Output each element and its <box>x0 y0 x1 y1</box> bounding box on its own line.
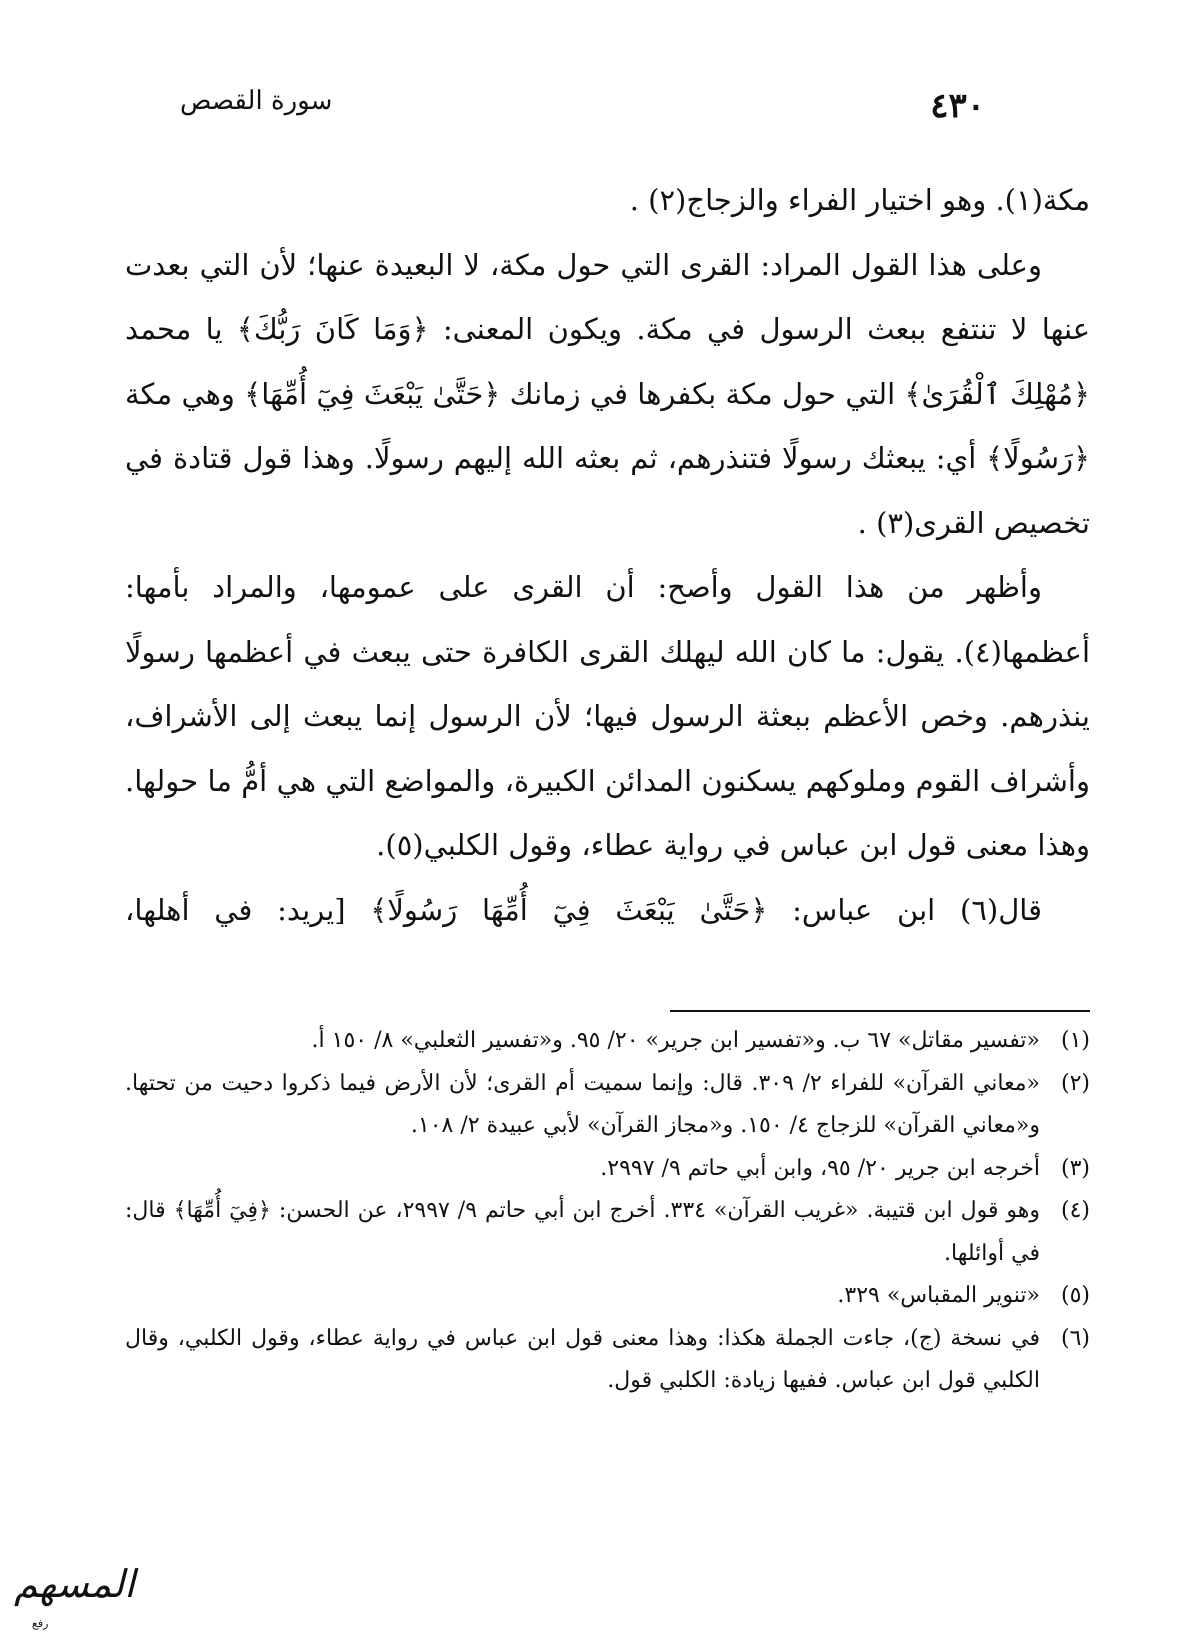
footnote-text: «معاني القرآن» للفراء ٢/ ٣٠٩. قال: وإنما سميت أم القرى؛ لأن الأرض فيما ذكروا دحيت من تحتها. و«معاني القرآن» للزجاج ٤/ ١٥٠. و«مجاز القرآن» لأبي عبيدة ٢/ ١٠٨. <box>125 1070 1040 1138</box>
footnote-number: (١) <box>1060 1028 1090 1053</box>
footnote <box>125 1190 1090 1275</box>
watermark-small-text: رفع <box>32 1617 49 1630</box>
footnote-number: (٢) <box>1060 1070 1090 1096</box>
watermark-logo <box>8 1560 135 1630</box>
footnote <box>125 1063 1090 1148</box>
footnote-number: (٤) <box>1060 1198 1090 1223</box>
footnote-text: «تفسير مقاتل» ٦٧ ب. و«تفسير ابن جرير» ٢٠/ ٩٥. و«تفسير الثعلبي» ٨/ ١٥٠ أ. <box>311 1028 1040 1053</box>
footnote-text: في نسخة (ج)، جاءت الجملة هكذا: وهذا معنى قول ابن عباس في رواية عطاء، وقول الكلبي، وقال الكلبي قول ابن عباس. ففيها زيادة: الكلبي قول. <box>125 1325 1040 1393</box>
paragraph: وعلى هذا القول المراد: القرى التي حول مكة، لا البعيدة عنها؛ لأن التي بعدت عنها لا تنتفع ببعث الرسول في مكة. ويكون المعنى: ﴿وَمَا كَانَ رَبُّكَ﴾ يا محمد ﴿مُهْلِكَ ٱلْقُرَىٰ﴾ التي حول مكة بكفرها في زمانك ﴿حَتَّىٰ يَبْعَثَ فِيٓ أُمِّهَا﴾ وهي مكة ﴿رَسُولًا﴾ أي: يبعثك رسولًا فتنذرهم، ثم بعثه الله إليهم رسولًا. وهذا قول قتادة في تخصيص القرى(٣) . <box>125 247 1090 540</box>
footnotes <box>125 1020 1090 1403</box>
page-number: ٤٣٠ <box>930 86 985 126</box>
main-text <box>125 168 1090 942</box>
footnote <box>125 1020 1090 1063</box>
footnote-text: أخرجه ابن جرير ٢٠/ ٩٥، وابن أبي حاتم ٩/ ٢٩٩٧. <box>600 1155 1040 1181</box>
surah-title: سورة القصص <box>180 86 333 116</box>
footnote-text: وهو قول ابن قتيبة. «غريب القرآن» ٣٣٤. أخرج ابن أبي حاتم ٩/ ٢٩٩٧، عن الحسن: ﴿فِيٓ أُمِّهَا﴾ قال: في أوائلها. <box>125 1198 1041 1266</box>
footnote-number: (٣) <box>1060 1155 1090 1181</box>
page-header <box>180 78 985 128</box>
footnote <box>125 1275 1090 1318</box>
footnote <box>125 1148 1090 1191</box>
paragraph: مكة(١). وهو اختيار الفراء والزجاج(٢) . <box>629 183 1090 217</box>
paragraph: وأظهر من هذا القول وأصح: أن القرى على عمومها، والمراد بأمها: أعظمها(٤). يقول: ما كان الله ليهلك القرى الكافرة حتى يبعث في أعظمها رسولًا ينذرهم. وخص الأعظم ببعثة الرسول فيها؛ لأن الرسول إنما يبعث إلى الأشراف، وأشراف القوم وملوكهم يسكنون المدائن الكبيرة، والمواضع التي هي أمُّ ما حولها. وهذا معنى قول ابن عباس في رواية عطاء، وقول الكلبي(٥). <box>125 570 1090 862</box>
watermark-text: المسهم <box>14 1562 135 1606</box>
footnote-text: «تنوير المقباس» ٣٢٩. <box>837 1283 1040 1308</box>
footnote-divider <box>670 1010 1090 1012</box>
footnote <box>125 1318 1090 1403</box>
paragraph: قال(٦) ابن عباس: ﴿حَتَّىٰ يَبْعَثَ فِيٓ أُمِّهَا رَسُولًا﴾ [يريد: في أهلها، <box>125 892 1042 927</box>
footnote-number: (٥) <box>1060 1283 1090 1308</box>
footnote-number: (٦) <box>1060 1325 1090 1351</box>
